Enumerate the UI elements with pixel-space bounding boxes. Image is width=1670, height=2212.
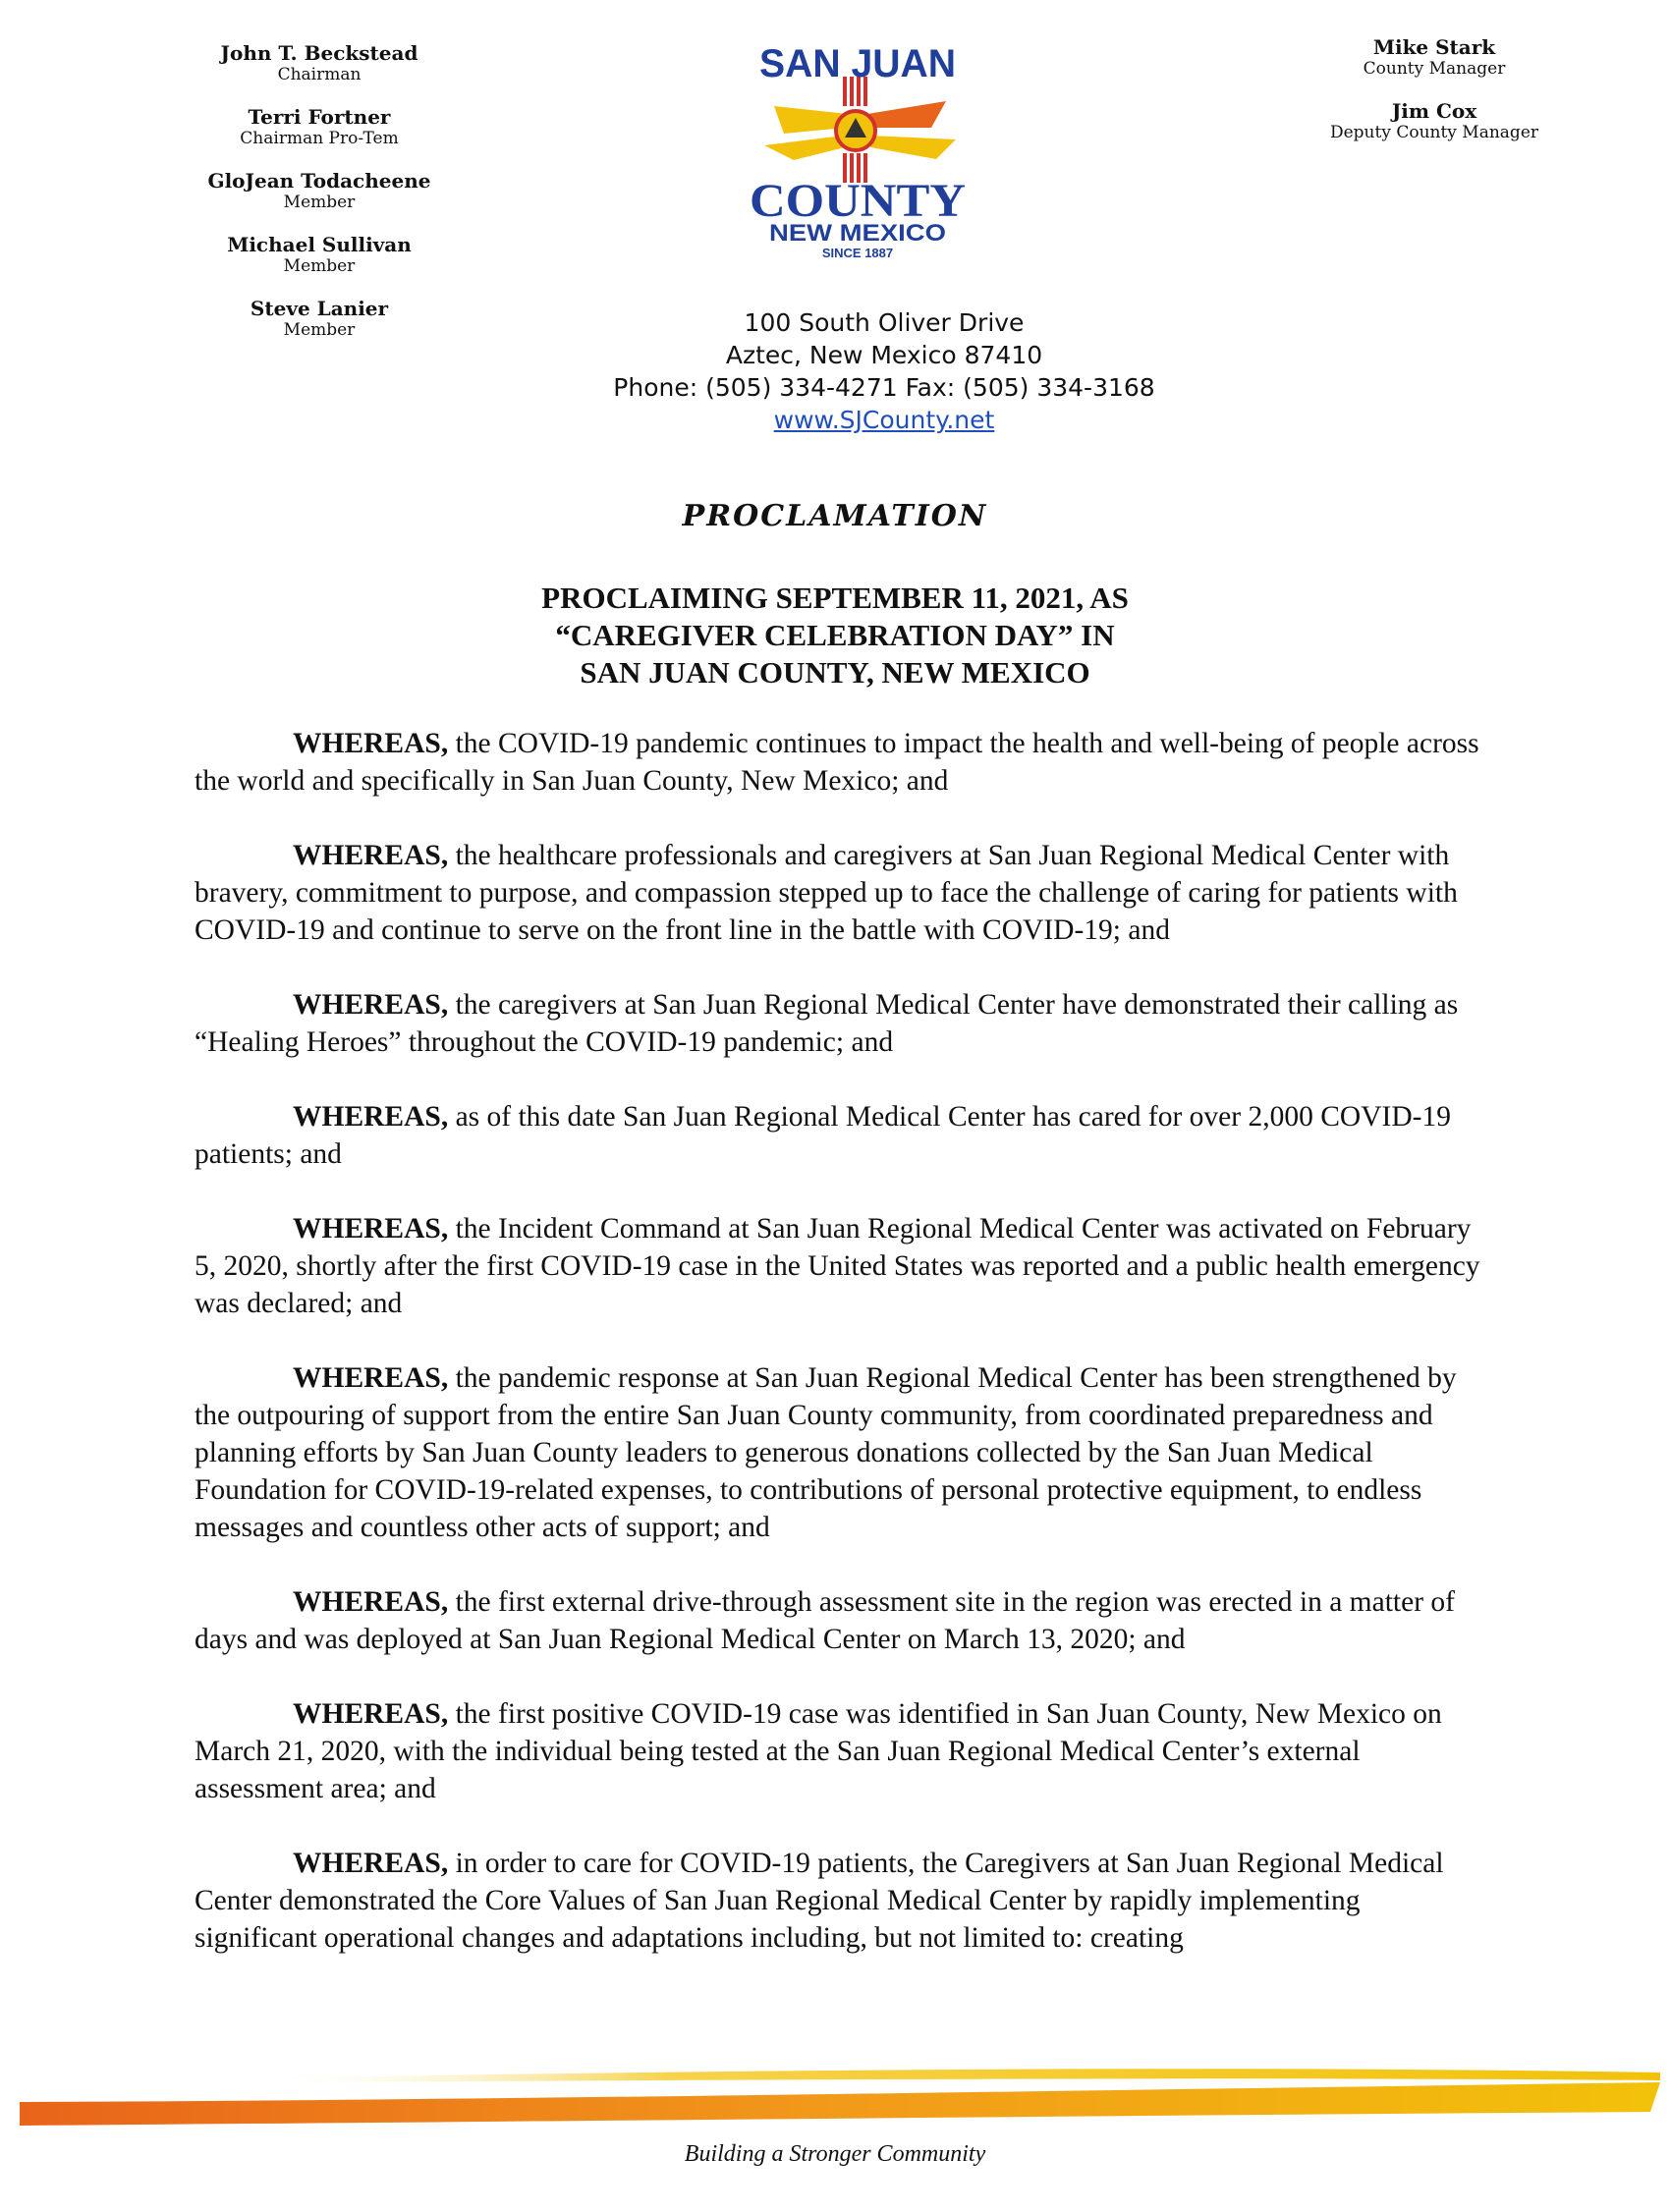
address-phone-fax: Phone: (505) 334-4271 Fax: (505) 334-3168	[613, 373, 1155, 402]
logo-line2: COUNTY	[750, 175, 966, 227]
official-role: Deputy County Manager	[1329, 123, 1539, 142]
official-name: Mike Stark	[1372, 35, 1496, 59]
official-name: John T. Beckstead	[220, 41, 418, 65]
whereas-lead: WHEREAS,	[293, 1213, 449, 1244]
paragraph-text: the first external drive-through assessment site in the region was erected in a matter of days and was deployed at San Juan Regional Medical Center on March 13, 2020; and	[195, 1586, 1455, 1655]
logo-line3: NEW MEXICO	[769, 220, 946, 247]
title-line: PROCLAIMING SEPTEMBER 11, 2021, AS	[541, 581, 1129, 615]
title-line: “CAREGIVER CELEBRATION DAY” IN	[555, 618, 1115, 652]
paragraph-text: as of this date San Juan Regional Medical Center has cared for over 2,000 COVID-19 patients; and	[195, 1101, 1451, 1170]
zia-sun-icon	[764, 77, 956, 183]
logo-line4: SINCE 1887	[821, 246, 894, 260]
whereas-lead: WHEREAS,	[293, 728, 449, 759]
whereas-paragraph	[195, 837, 1481, 949]
title-line: SAN JUAN COUNTY, NEW MEXICO	[580, 655, 1090, 690]
paragraph-text: the caregivers at San Juan Regional Medical Center have demonstrated their calling as “Healing Heroes” throughout the COVID-19 pandemic; and	[195, 989, 1459, 1058]
official-role: Member	[283, 320, 356, 340]
whereas-lead: WHEREAS,	[293, 1101, 449, 1133]
paragraph-text: the COVID-19 pandemic continues to impact the health and well-being of people across the world and specifically in San Juan County, New Mexico; and	[195, 728, 1479, 797]
county-address	[511, 306, 1257, 436]
address-street: 100 South Oliver Drive	[744, 308, 1025, 337]
official-entry	[1277, 99, 1591, 142]
logo-line1: SAN JUAN	[759, 42, 956, 85]
whereas-lead: WHEREAS,	[293, 1698, 449, 1730]
official-role: Chairman Pro-Tem	[240, 129, 399, 148]
proclamation-heading: PROCLAMATION	[682, 499, 988, 533]
paragraph-text: the pandemic response at San Juan Regional Medical Center has been strengthened by the outpouring of support from the entire San Juan County community, from coordinated preparedness and planning efforts by San Juan County leaders to generous donations collected by the San Juan Medical Foundation for COVID-19-related expenses, to contributions of personal protective equipment, to endless messages and countless other acts of support; and	[195, 1362, 1457, 1543]
whereas-paragraph	[195, 1210, 1481, 1322]
whereas-paragraph	[195, 1583, 1481, 1658]
whereas-paragraph	[195, 1845, 1481, 1957]
official-name: Steve Lanier	[250, 297, 389, 320]
official-entry	[172, 169, 467, 212]
official-role: Member	[283, 256, 356, 276]
address-city: Aztec, New Mexico 87410	[725, 341, 1043, 369]
official-name: Jim Cox	[1391, 99, 1477, 123]
county-logo	[735, 37, 990, 273]
whereas-lead: WHEREAS,	[293, 1362, 449, 1394]
paragraph-text: in order to care for COVID-19 patients, the Caregivers at San Juan Regional Medical Center demonstrated the Core Values of San Juan Regional Medical Center by rapidly implementing significant operational changes and adaptations including, but not limited to: creating	[195, 1848, 1444, 1954]
official-role: County Manager	[1363, 59, 1506, 79]
official-role: Member	[283, 193, 356, 212]
proclamation-title	[295, 580, 1375, 691]
whereas-lead: WHEREAS,	[293, 840, 449, 871]
official-entry	[1277, 35, 1591, 79]
official-entry	[172, 233, 467, 276]
footer-slogan: Building a Stronger Community	[684, 2141, 986, 2167]
paragraph-text: the healthcare professionals and caregivers at San Juan Regional Medical Center with bravery, commitment to purpose, and compassion stepped up to face the challenge of caring for patients with COVID-19 and continue to serve on the front line in the battle with COVID-19; and	[195, 840, 1458, 946]
official-role: Chairman	[277, 65, 362, 84]
paragraph-text: the first positive COVID-19 case was identified in San Juan County, New Mexico on March 21, 2020, with the individual being tested at the San Juan Regional Medical Center’s external assessment area; and	[195, 1698, 1442, 1804]
official-entry	[172, 105, 467, 148]
whereas-lead: WHEREAS,	[293, 989, 449, 1021]
whereas-paragraph	[195, 725, 1481, 800]
whereas-paragraph	[195, 986, 1481, 1061]
whereas-paragraph	[195, 1098, 1481, 1173]
whereas-lead: WHEREAS,	[293, 1586, 449, 1618]
official-entry	[172, 41, 467, 84]
whereas-paragraph	[195, 1359, 1481, 1546]
official-entry	[172, 297, 467, 340]
whereas-paragraph	[195, 1695, 1481, 1807]
footer-swoosh-graphic	[20, 2051, 1660, 2149]
proclamation-body	[195, 725, 1481, 1994]
website-link[interactable]: www.SJCounty.net	[773, 406, 995, 434]
official-name: Michael Sullivan	[227, 233, 412, 256]
county-management-list	[1277, 35, 1591, 163]
official-name: GloJean Todacheene	[207, 169, 431, 193]
whereas-lead: WHEREAS,	[293, 1848, 449, 1879]
paragraph-text: the Incident Command at San Juan Regional Medical Center was activated on February 5, 2020, shortly after the first COVID-19 case in the United States was reported and a public health emergency was declared; and	[195, 1213, 1480, 1319]
official-name: Terri Fortner	[248, 105, 391, 129]
commissioners-list	[172, 41, 467, 360]
